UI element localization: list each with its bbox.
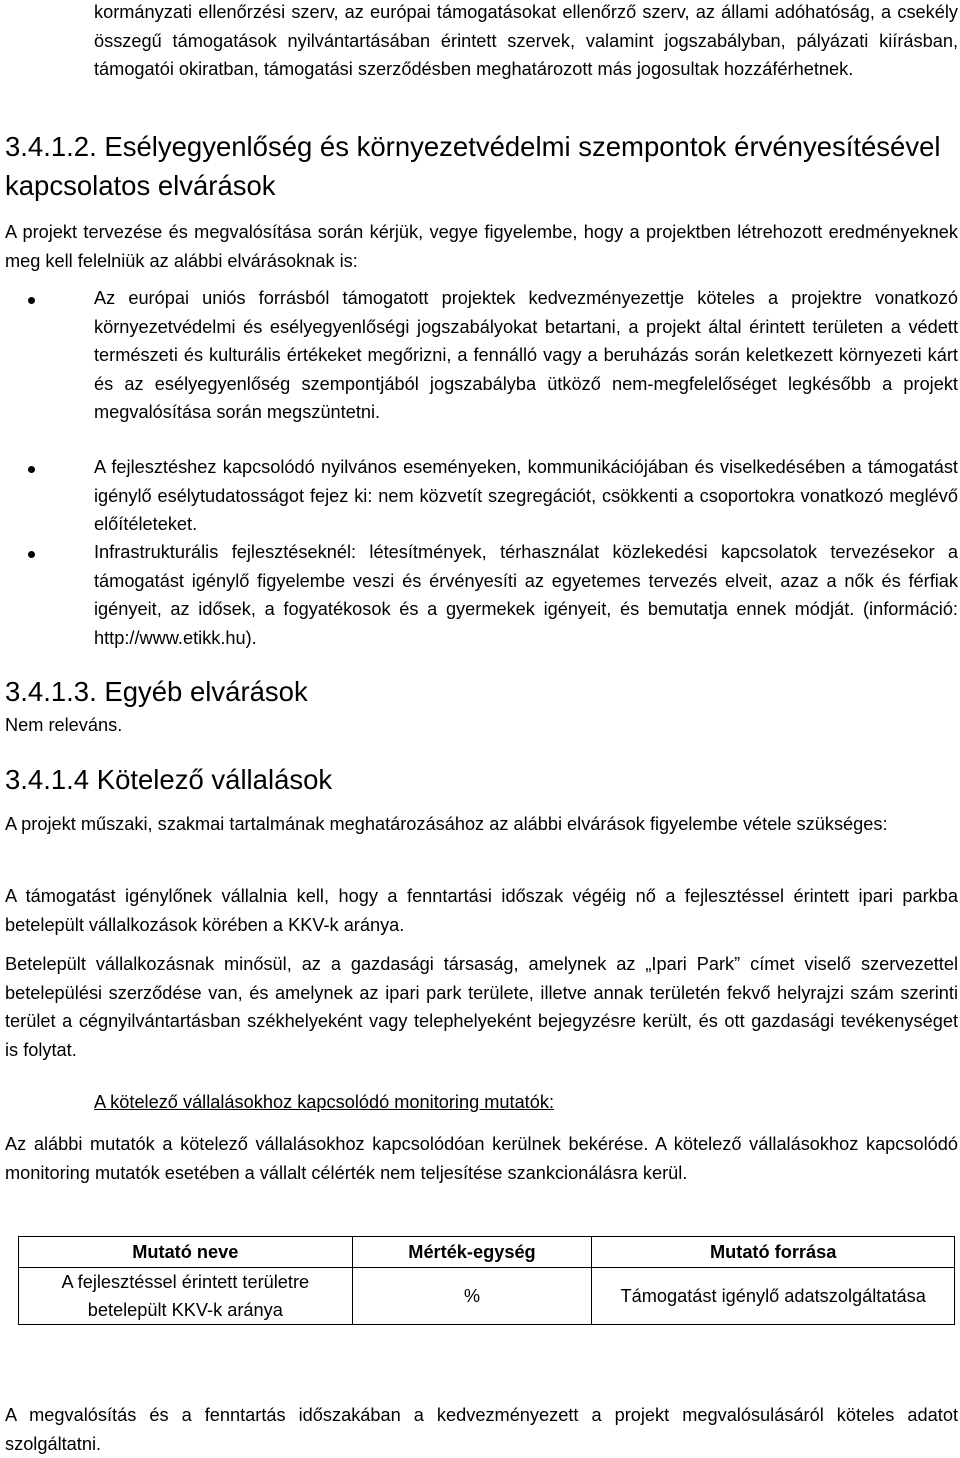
table-header-row [19,1237,955,1268]
bullet-icon [28,297,35,304]
bullet-icon [28,551,35,558]
table-header-cell: Mérték-egység [352,1237,592,1268]
table-cell: % [352,1268,592,1325]
table-row [19,1268,955,1325]
section-3414-paragraph-2: A támogatást igénylőnek vállalnia kell, hogy a fenntartási időszak végéig nő a fejlesztéssel érintett ipari parkba betelepült vállalkozások körében a KKV-k aránya. [5,886,958,935]
intro-paragraph: kormányzati ellenőrzési szerv, az európai támogatásokat ellenőrző szerv, az állami adóhatóság, a csekély összegű támogatások nyilvántartásában érintett szervek, valamint jogszabályban, pályázati kiírásban, támogatói okiratban, támogatási szerződésben meghatározott más jogosultak hozzáférhetnek. [94,2,958,79]
section-3414-heading: 3.4.1.4 Kötelező vállalások [5,764,333,795]
section-3414-paragraph-1: A projekt műszaki, szakmai tartalmának meghatározásához az alábbi elvárások figyelembe vétele szükséges: [5,814,888,834]
table-header-cell: Mutató forrása [592,1237,955,1268]
bullet-item-2: A fejlesztéshez kapcsolódó nyilvános eseményeken, kommunikációjában és viselkedésében a támogatást igénylő esélytudatosságot fejez ki: nem közvetít szegregációt, csökkenti a csoportokra vonatkozó meglévő előítéleteket. [94,457,958,534]
table-cell: Támogatást igénylő adatszolgáltatása [592,1268,955,1325]
section-3412-intro: A projekt tervezése és megvalósítása során kérjük, vegye figyelembe, hogy a projektben létrehozott eredményeknek meg kell felelniük az alábbi elvárásoknak is: [5,222,958,271]
table-cell: A fejlesztéssel érintett területre betelepült KKV-k aránya [19,1268,353,1325]
section-3414-paragraph-4: Az alábbi mutatók a kötelező vállalásokhoz kapcsolódóan kerülnek bekérése. A kötelező vállalásokhoz kapcsolódó monitoring mutatók esetében a vállalt célérték nem teljesítése szankcionálásra kerül. [5,1134,958,1183]
section-3413-text: Nem releváns. [5,715,123,735]
bullet-item-1: Az európai uniós forrásból támogatott projektek kedvezményezettje köteles a projektre vonatkozó környezetvédelmi és esélyegyenlőségi jogszabályokat betartani, a projekt által érintett területen a védett természeti és kulturális értékeket megőrizni, a fennálló vagy a beruházás során keletkezett környezeti kárt és az esélyegyenlőség szempontjából jogszabályba ütköző nem-megfelelőséget legkésőbb a projekt megvalósítása során megszüntetni. [94,288,958,422]
section-3414-paragraph-3: Betelepült vállalkozásnak minősül, az a gazdasági társaság, amelynek az „Ipari Park” címet viselő szervezettel betelepülési szerződése van, és amelynek az ipari park területe, illetve annak területén fekvő helyrajzi szám szerinti terület a cégnyilvántartásban székhelyeként vagy telephelyeként bejegyzésre került, és ott gazdasági tevékenységet is folytat. [5,954,958,1060]
bullet-icon [28,466,35,473]
section-3414-paragraph-5: A megvalósítás és a fenntartás időszakában a kedvezményezett a projekt megvalósulásáról köteles adatot szolgáltatni. [5,1405,958,1454]
bullet-item-3: Infrastrukturális fejlesztéseknél: létesítmények, térhasználat közlekedési kapcsolatok tervezésekor a támogatást igénylő figyelembe veszi és érvényesíti az egyetemes tervezés elveit, azaz a nők és férfiak igényeit, az idősek, a fogyatékosok és a gyermekek igényeit, és bemutatja ennek módját. (információ: http://www.etikk.hu). [94,542,958,648]
monitoring-title: A kötelező vállalásokhoz kapcsolódó monitoring mutatók: [94,1092,554,1112]
indicator-table [18,1236,955,1325]
section-3413-heading: 3.4.1.3. Egyéb elvárások [5,676,308,707]
table-header-cell: Mutató neve [19,1237,353,1268]
section-3412-heading: 3.4.1.2. Esélyegyenlőség és környezetvédelmi szempontok érvényesítésével kapcsolatos elvárások [5,131,941,201]
